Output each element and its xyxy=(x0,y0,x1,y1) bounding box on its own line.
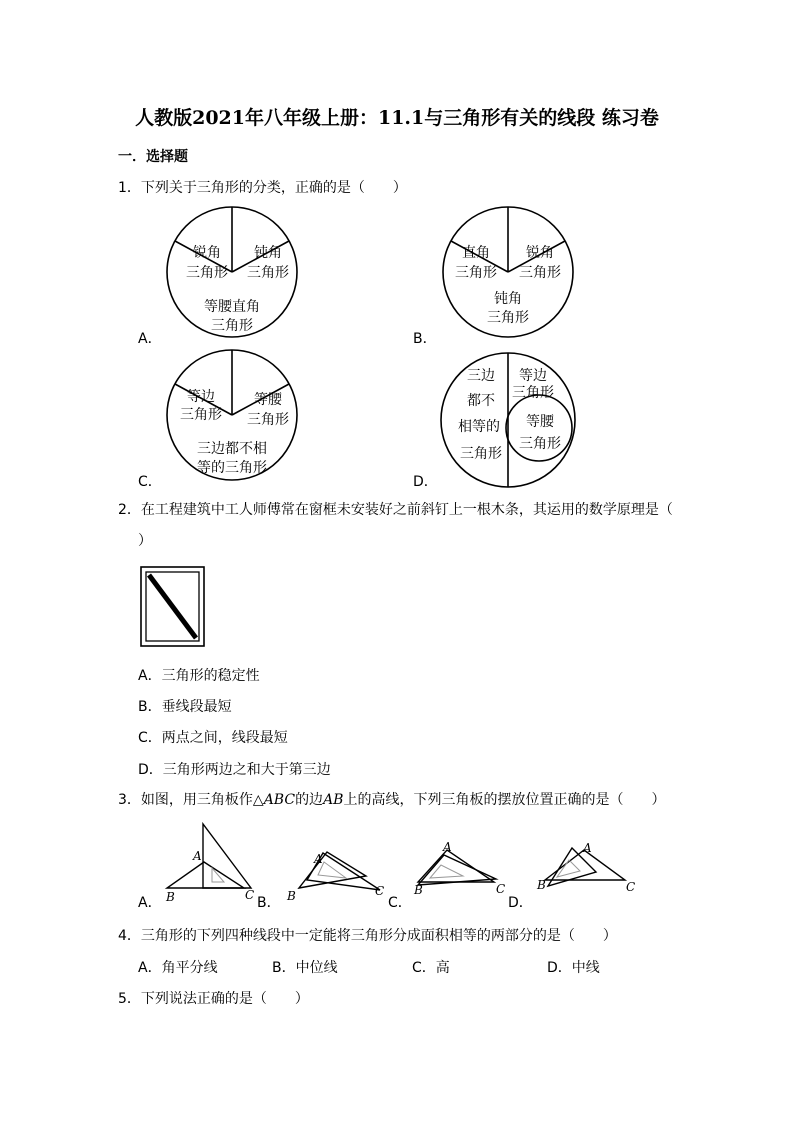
q1-c-left-1: 等边 xyxy=(187,389,215,405)
q2-option-d: D．三角形两边之和大于第三边 xyxy=(138,762,331,778)
q3-option-a-label: A． xyxy=(138,895,162,911)
q3-c-point-a: A xyxy=(443,840,452,854)
q3-option-d-label: D． xyxy=(508,895,533,911)
q3-d-point-c: C xyxy=(626,880,636,894)
q3-b-point-a: A xyxy=(314,852,323,866)
q3-c-point-c: C xyxy=(496,882,506,896)
q1-a-left-2: 三角形 xyxy=(186,265,228,281)
q1-option-b-label: B． xyxy=(413,331,437,347)
q1-a-bottom-2: 三角形 xyxy=(211,318,253,334)
q3-b-point-c: C xyxy=(375,884,385,898)
section-heading: 一．选择题 xyxy=(118,149,188,165)
q3-d-point-b: B xyxy=(537,878,546,892)
q3-a-point-a: A xyxy=(193,849,202,863)
q1-d-left-3: 相等的 xyxy=(458,419,500,435)
q2-option-a: A．三角形的稳定性 xyxy=(138,668,260,684)
q3-stem-ab: AB xyxy=(323,792,344,808)
q4-option-d: D．中线 xyxy=(547,960,600,976)
q3-b-point-b: B xyxy=(287,889,296,903)
q3-stem-part-2: 的边 xyxy=(295,792,324,808)
q1-b-left-2: 三角形 xyxy=(455,265,497,281)
q4-option-b: B．中位线 xyxy=(272,960,338,976)
q3-a-point-c: C xyxy=(245,888,255,902)
q2-option-c: C．两点之间，线段最短 xyxy=(138,730,288,746)
q3-a-triangle xyxy=(167,862,244,888)
q1-a-right-1: 钝角 xyxy=(254,245,282,261)
q2-option-b: B．垂线段最短 xyxy=(138,699,232,715)
q1-d-inner-2: 三角形 xyxy=(519,436,561,452)
q3-b-triangle xyxy=(299,852,366,888)
q1-option-d-label: D． xyxy=(413,474,438,490)
q1-a-bottom-1: 等腰直角 xyxy=(204,299,260,315)
q1-d-left-2: 都不 xyxy=(467,393,495,409)
q3-stem-part-3: 上的高线，下列三角板的摆放位置正确的是（ ） xyxy=(343,792,666,808)
q1-c-bottom-1: 三边都不相 xyxy=(197,441,267,457)
q3-a-point-b: B xyxy=(166,890,175,904)
q3-option-b-label: B． xyxy=(257,895,281,911)
q5-stem: 5．下列说法正确的是（ ） xyxy=(118,991,309,1007)
q1-stem: 1．下列关于三角形的分类，正确的是（ ） xyxy=(118,180,407,196)
q1-c-right-1: 等腰 xyxy=(254,392,282,408)
q1-b-bottom-2: 三角形 xyxy=(487,310,529,326)
q3-c-triangle xyxy=(418,850,494,882)
q1-b-bottom-1: 钝角 xyxy=(494,291,522,307)
q3-c-point-b: B xyxy=(414,883,423,897)
page-title: 人教版2021年八年级上册：11.1与三角形有关的线段 练习卷 xyxy=(135,107,659,129)
q1-b-right-1: 锐角 xyxy=(526,245,554,261)
q1-c-right-2: 三角形 xyxy=(247,412,289,428)
q1-c-bottom-2: 等的三角形 xyxy=(197,460,267,476)
q2-stem: 2．在工程建筑中工人师傅常在窗框未安装好之前斜钉上一根木条，其运用的数学原理是（ xyxy=(118,502,673,518)
q1-d-left-1: 三边 xyxy=(467,368,495,384)
q4-option-c: C．高 xyxy=(412,960,450,976)
q3-d-point-a: A xyxy=(583,841,592,855)
q1-b-left-1: 直角 xyxy=(462,245,490,261)
q4-option-a: A．角平分线 xyxy=(138,960,218,976)
q3-stem-part-1: 3．如图，用三角板作△ xyxy=(118,792,264,808)
q1-d-inner-1: 等腰 xyxy=(526,414,554,430)
q1-d-right-2: 三角形 xyxy=(512,385,554,401)
q1-option-a-label: A． xyxy=(138,331,162,347)
q3-option-c-label: C． xyxy=(388,895,412,911)
q1-b-right-2: 三角形 xyxy=(519,265,561,281)
q4-stem: 4．三角形的下列四种线段中一定能将三角形分成面积相等的两部分的是（ ） xyxy=(118,928,617,944)
q1-option-c-label: C． xyxy=(138,474,162,490)
q1-c-left-2: 三角形 xyxy=(180,407,222,423)
q3-a-set-square xyxy=(203,824,251,888)
q1-d-right-1: 等边 xyxy=(519,368,547,384)
q3-stem-abc: ABC xyxy=(263,792,296,808)
q1-a-right-2: 三角形 xyxy=(247,265,289,281)
q1-a-left-1: 锐角 xyxy=(193,245,221,261)
q2-stem-end: ） xyxy=(138,533,152,549)
q1-d-left-4: 三角形 xyxy=(460,446,502,462)
